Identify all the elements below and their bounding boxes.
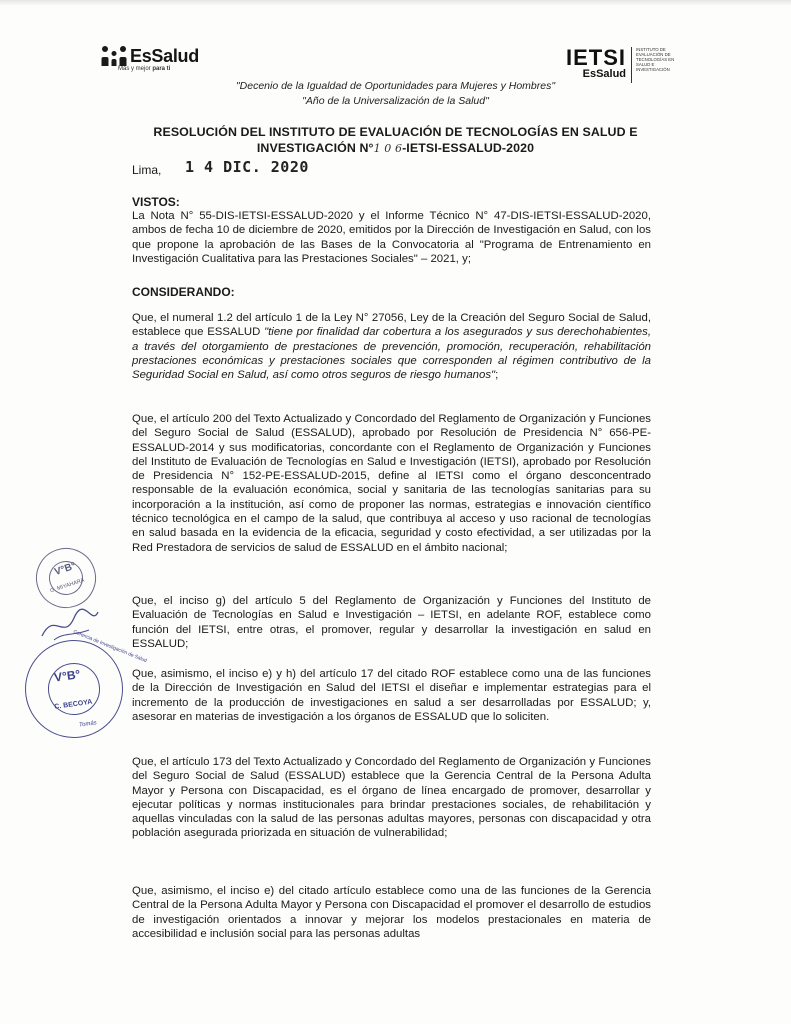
- family-figures-icon: [100, 46, 128, 66]
- logo-divider: [631, 47, 632, 83]
- stamp1-name: G. MIYAHARA: [49, 577, 86, 595]
- ietsi-logo: [566, 47, 680, 83]
- stamp2-name: C. BECOYA: [53, 698, 93, 711]
- year-motto: "Año de la Universalización de la Salud": [302, 95, 489, 107]
- considerando-paragraph-5: Que, el artículo 173 del Texto Actualizado y Concordado del Reglamento de Organización y Funciones del Seguro Social de Salud (ESSALUD) establece que la Gerencia Central de la Persona Adulta Mayor y Persona con Discapacidad, es el órgano de línea encargado de promover, desarrollar y ejecutar políticas y normas institucionales para brindar prestaciones sociales, de rehabilitación y aquellas vinculadas con la salud de las personas adultas mayores, personas con discapacidad y otra población asegurada priorizada en situación de vulnerabilidad;: [132, 756, 651, 840]
- resolution-title: RESOLUCIÓN DEL INSTITUTO DE EVALUACIÓN DE TECNOLOGÍAS EN SALUD E INVESTIGACIÓN N°1 0 6-IETSI-ESSALUD-2020: [153, 125, 638, 155]
- handwritten-number: 1 0 6: [373, 142, 403, 155]
- ietsi-subtitle: EsSalud: [582, 68, 627, 80]
- essalud-brand: EsSalud: [130, 46, 199, 66]
- ietsi-title: IETSI: [566, 45, 627, 70]
- place: Lima,: [132, 163, 162, 177]
- scan-edge: [0, 0, 791, 6]
- considerando-paragraph-6: Que, asimismo, el inciso e) del citado artículo establece como una de las funciones de la Gerencia Central de la Persona Adulta Mayor y Persona con Discapacidad el promover el desarrollo de estudios de investigación orientados a innovar y mejorar los modelos prestacionales en materia de accesibilidad e inclusión social para las personas adultas: [132, 885, 651, 940]
- considerando-paragraph-2: Que, el artículo 200 del Texto Actualizado y Concordado del Reglamento de Organización y Funciones del Seguro Social de Salud (ESSALUD), aprobado por Resolución de Presidencia N° 656-PE-ESSALUD-2014 y sus modificatorias, concordante con el Reglamento de Organización y Funciones del Instituto de Evaluación de Tecnologías en Salud e Investigación (IETSI), aprobado por Resolución de Presidencia N° 152-PE-ESSALUD-2015, define al IETSI como el órgano desconcentrado responsable de la evaluación económica, social y sanitaria de las tecnologías sanitarias para su incorporación a la institución, así como de proponer las normas, estrategias e innovación científico técnico tecnológica en el campo de la salud, que contribuya al acceso y uso racional de tecnologías en salud basada en la evidencia de la eficacia, seguridad y costo efectividad, a ser utilizadas por la Red Prestadora de servicios de salud de ESSALUD en el ámbito nacional;: [132, 413, 651, 554]
- ietsi-full-name: INSTITUTO DE EVALUACIÓN DE TECNOLOGÍAS EN SALUD E INVESTIGACIÓN: [636, 47, 675, 72]
- approval-stamp-1: [28, 540, 104, 616]
- considerando-heading: CONSIDERANDO:: [132, 285, 235, 299]
- approval-stamp-2: [19, 629, 148, 745]
- decade-motto: "Decenio de la Igualdad de Oportunidades para Mujeres y Hombres": [235, 80, 556, 92]
- stamp2-bottom-text: Tomás: [78, 720, 98, 729]
- stamp2-arc-text: Gerencia de Investigación de Salud: [72, 629, 148, 665]
- stamp2-vb: V°B°: [53, 667, 82, 685]
- date-stamp: 1 4 DIC. 2020: [185, 158, 309, 176]
- considerando-paragraph-4: Que, asimismo, el inciso e) y h) del artículo 17 del citado ROF establece como una de las funciones de la Dirección de Investigación en Salud del IETSI el diseñar e implementar estrategias para el incremento de la producción de investigaciones en salud a ser desarrolladas por ESSALUD; y, asesorar en materias de investigación a los órganos de ESSALUD que lo soliciten.: [132, 668, 651, 723]
- vistos-text: La Nota N° 55-DIS-IETSI-ESSALUD-2020 y el Informe Técnico N° 47-DIS-IETSI-ESSALUD-2020, ambos de fecha 10 de diciembre de 2020, emitidos por la Dirección de Investigación en Salud, con los que propone la aprobación de las Bases de la Convocatoria al "Programa de Entrenamiento en Investigación Cualitativa para las Prestaciones Sociales" – 2021, y;: [132, 210, 651, 265]
- considerando-paragraph-3: Que, el inciso g) del artículo 5 del Reglamento de Organización y Funciones del Instituto de Evaluación de Tecnologías en Salud e Investigación – IETSI, en adelante ROF, establece como función del IETSI, entre otras, el promover, regular y desarrollar la investigación en salud en ESSALUD;: [132, 595, 651, 650]
- essalud-logo: [100, 46, 199, 72]
- essalud-tagline: Más y mejor para ti: [118, 66, 171, 72]
- vistos-heading: VISTOS:: [132, 195, 180, 209]
- considerando-paragraph-1: Que, el numeral 1.2 del artículo 1 de la Ley N° 27056, Ley de la Creación del Seguro Social de Salud, establece que ESSALUD "tiene por finalidad dar cobertura a los asegurados y sus derechohabientes, a través del otorgamiento de prestaciones de prevención, promoción, recuperación, rehabilitación prestaciones económicas y prestaciones sociales que corresponden al régimen contributivo de la Seguridad Social en Salud, así como otros seguros de riesgo humanos";: [132, 312, 651, 382]
- stamp1-vb: V°B°: [53, 560, 78, 578]
